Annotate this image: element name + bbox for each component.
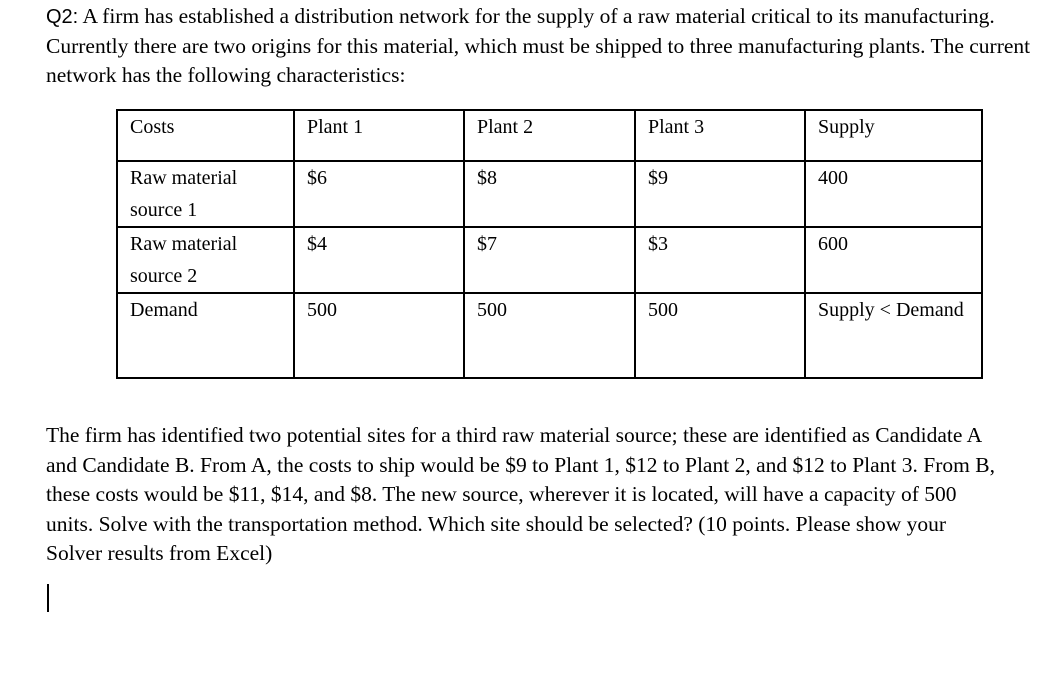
table-cell: $8: [464, 161, 635, 227]
table-row: [117, 227, 982, 293]
table-cell: $4: [294, 227, 464, 293]
table-cell: 400: [805, 161, 982, 227]
table-cell: 500: [635, 293, 805, 378]
header-plant-1: Plant 1: [294, 110, 464, 161]
cost-table: [116, 109, 983, 379]
header-costs: Costs: [117, 110, 294, 161]
table-header-row: [117, 110, 982, 161]
question-body: A firm has established a distribution network for the supply of a raw material critical to its manufacturing. Currently there are two origins for this material, which must be shipped to three manufacturing plants. The current network has the following characteristics:: [46, 4, 1031, 87]
row-label: Demand: [117, 293, 294, 378]
table-cell: Supply < Demand: [805, 293, 982, 378]
table-cell: $9: [635, 161, 805, 227]
table-cell: 600: [805, 227, 982, 293]
row-label: Raw material source 2: [117, 227, 294, 293]
row-label: Raw material source 1: [117, 161, 294, 227]
header-plant-3: Plant 3: [635, 110, 805, 161]
question-number: Q2:: [46, 6, 79, 28]
followup-text: The firm has identified two potential sites for a third raw material source; these are identified as Candidate A and Candidate B. From A, the costs to ship would be $9 to Plant 1, $12 to Plant 2, and $12 to Plant 3. From B, these costs would be $11, $14, and $8. The new source, wherever it is located, will have a capacity of 500 units. Solve with the transportation method. Which site should be selected? (10 points. Please show your Solver results from Excel): [46, 423, 995, 566]
table-row: [117, 293, 982, 378]
text-cursor[interactable]: [47, 584, 49, 612]
table-cell: 500: [294, 293, 464, 378]
header-supply: Supply: [805, 110, 982, 161]
table-row: [117, 161, 982, 227]
table-cell: 500: [464, 293, 635, 378]
question-text: [46, 2, 1046, 90]
header-plant-2: Plant 2: [464, 110, 635, 161]
table-cell: $3: [635, 227, 805, 293]
table-cell: $6: [294, 161, 464, 227]
table-cell: $7: [464, 227, 635, 293]
